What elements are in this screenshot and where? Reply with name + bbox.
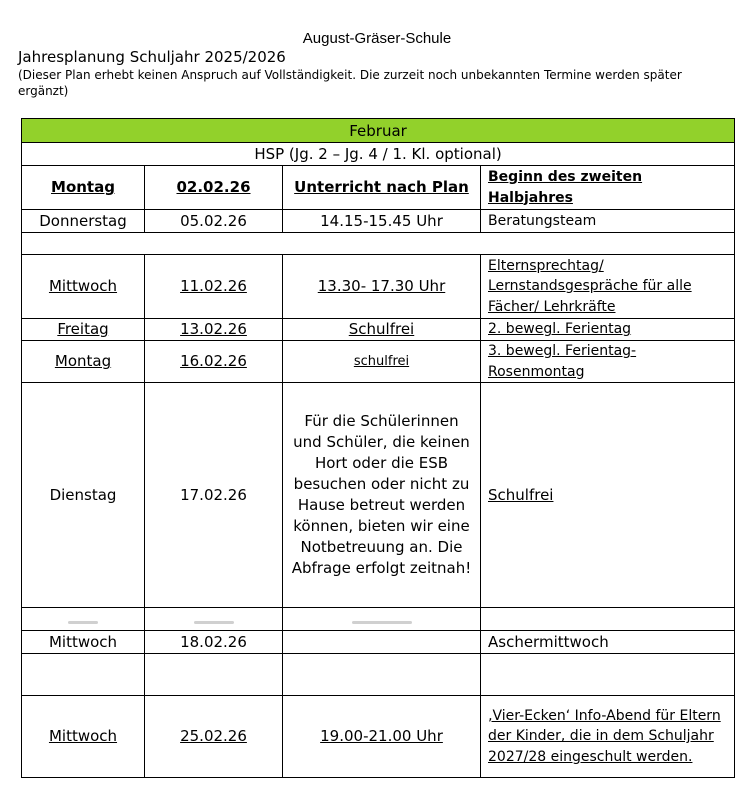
page-title: Jahresplanung Schuljahr 2025/2026 [18, 48, 286, 66]
faded-cell [481, 654, 735, 696]
hsp-label: HSP (Jg. 2 – Jg. 4 / 1. Kl. optional) [22, 143, 735, 166]
faded-cell [145, 654, 283, 696]
faded-cell [145, 608, 283, 631]
hsp-row [22, 143, 735, 166]
day-cell: Mittwoch [22, 255, 145, 319]
time-cell: 14.15-15.45 Uhr [283, 210, 481, 233]
event-cell: Aschermittwoch [481, 631, 735, 654]
table-row [22, 631, 735, 654]
date-cell: 16.02.26 [145, 341, 283, 383]
faded-cell [481, 608, 735, 631]
empty-cell [22, 233, 735, 255]
date-cell: 25.02.26 [145, 696, 283, 778]
day-cell: Donnerstag [22, 210, 145, 233]
date-cell: 02.02.26 [145, 166, 283, 210]
faded-row [22, 654, 735, 696]
time-cell: Schulfrei [283, 319, 481, 341]
time-cell: Für die Schülerinnen und Schüler, die keinen Hort oder die ESB besuchen oder nicht zu Hause betreut werden können, bieten wir eine Notbetreuung an. Die Abfrage erfolgt zeitnah! [283, 383, 481, 608]
time-cell [283, 631, 481, 654]
table-row [22, 255, 735, 319]
date-cell: 17.02.26 [145, 383, 283, 608]
event-cell: Elternsprechtag/ Lernstandsgespräche für alle Fächer/ Lehrkräfte [481, 255, 735, 319]
table-row [22, 341, 735, 383]
date-cell: 11.02.26 [145, 255, 283, 319]
faded-row [22, 608, 735, 631]
table-row [22, 319, 735, 341]
month-label: Februar [22, 119, 735, 143]
disclaimer-note: (Dieser Plan erhebt keinen Anspruch auf Vollständigkeit. Die zurzeit noch unbekannten Termine werden später ergänzt) [18, 68, 682, 98]
day-cell: Montag [22, 341, 145, 383]
event-cell: Schulfrei [481, 383, 735, 608]
date-cell: 13.02.26 [145, 319, 283, 341]
day-cell: Mittwoch [22, 696, 145, 778]
school-name: August-Gräser-Schule [302, 30, 452, 47]
month-header-row [22, 119, 735, 143]
event-cell: Beratungsteam [481, 210, 735, 233]
table-row [22, 696, 735, 778]
time-cell: Unterricht nach Plan [283, 166, 481, 210]
day-cell: Freitag [22, 319, 145, 341]
time-cell: schulfrei [283, 341, 481, 383]
date-cell: 05.02.26 [145, 210, 283, 233]
event-cell: 2. bewegl. Ferientag [481, 319, 735, 341]
day-cell: Mittwoch [22, 631, 145, 654]
event-cell: ‚Vier-Ecken‘ Info-Abend für Eltern der Kinder, die in dem Schuljahr 2027/28 eingeschult werden. [481, 696, 735, 778]
faded-cell [283, 608, 481, 631]
schedule-table [21, 118, 735, 778]
table-row [22, 210, 735, 233]
empty-row [22, 233, 735, 255]
date-cell: 18.02.26 [145, 631, 283, 654]
time-cell: 13.30- 17.30 Uhr [283, 255, 481, 319]
table-row [22, 166, 735, 210]
faded-cell [22, 654, 145, 696]
faded-cell [22, 608, 145, 631]
day-cell: Dienstag [22, 383, 145, 608]
table-row [22, 383, 735, 608]
day-cell: Montag [22, 166, 145, 210]
faded-cell [283, 654, 481, 696]
event-cell: 3. bewegl. Ferientag- Rosenmontag [481, 341, 735, 383]
event-cell: Beginn des zweiten Halbjahres [481, 166, 735, 210]
time-cell: 19.00-21.00 Uhr [283, 696, 481, 778]
